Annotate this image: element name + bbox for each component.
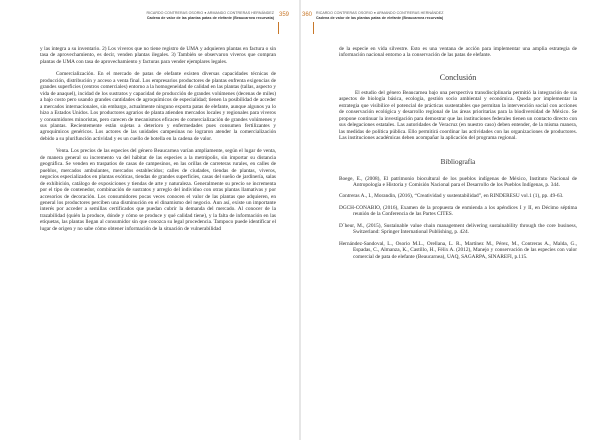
left-page bbox=[0, 0, 298, 440]
left-paragraph-comercializacion: Comercialización. En el mercado de patas de elefante existen diversas capacidades técnicas de producción, distribución y acceso a venta final. Los empresarios productores de plantas enfrenta exigencias de grandes superficies (centros comerciales) entorno a la homogeneidad de calidad en las plantas (tallas, aspecto y vida de anaquel), incidad de los sustratos y capacidad de producción de grandes volúmenes (decenas de miles) a bajo costo pero usando grandes cantidades de agroquímicos de especialidad; tienen la posibilidad de acceder a mercados internacionales, sin embargo, actualmente ninguno exporta patas de elefante, aunque algunos ya lo hizo a Estados Unidos. Los productores agrarios de planta atienden mercados locales y regionales para viveros y consumidores minoristas, pero carecen de mecanismos eficaces de comercialización de grandes volúmenes y sus plantas. Recientemente están sujetas a deterioro y enfermedades pues consumen fertilizantes y agroquímicos genéricos. Los actores de las unidades campesinas no lograron atender la comercialización debido a su plurifunción actividad y es un cuello de botella en la cadena de valor. bbox=[40, 71, 276, 142]
reference-item: Hernández-Sandoval, L., Osorio M.L., Orellana, L. R., Martínez M., Pérez, M., Contreras A., Malda, G., Espadas, C., Almanza, K., Castillo, H., Félix A. (2012), Manejo y conservación de las especies con valor comercial de pata de elefante (Beaucarnea), UAQ, SAGARPA, SINAREFI, p.115. bbox=[339, 240, 577, 260]
left-paragraph-venta: Venta. Los precios de las especies del género Beaucarnea varían ampliamente, según el lugar de venta, de manera general su incremento va del hábitat de las especies a la metrópolis, sin importar su distancia geográfica. Se venden en traspatios de casas de campesinos, en las orillas de carreteras rurales, en calles de pueblos, mercados ambulantes, mercados establecidos; calles de ciudades, tiendas de plantas, viveros, negocios especializados en plantas exóticas, tiendas de grandes superficies, casas del sueño de jardinería, salas de exhibición, catálogo de exposiciones y tiendas de arte y naturaleza. Generalmente su precio se incrementa por el tipo de contenedor, combinación de sustratos y arreglo del individuo con otras plantas llamativas y por accesorios de decoración. Los consumidores pocas veces conocen el valor de las plantas que adquieren, en general los productores perciben una disminución en el dinamismo del negocio. Aun así, existe un importante interés por acceder a semillas certificados que puedan cubrir la demanda del mercado. Al conocer de la trazabilidad (quién la produce, dónde y cómo se produce y qué calidad tiene), y la falta de información en las etiquetas, las plantas llegan al consumidor sin que conozca su legal procedencia. Tampoco puede identificar el lugar de origen y no sabe cómo obtener información de la situación de vulnerabilidad bbox=[40, 148, 276, 232]
left-paragraph-1: y las integra a su inventario. 2) Los viveros que no tiene registro de UMA y adquieren plantas en factura o sin tasa de aprovechamiento, es decir, venden plantas ilegales. 3) También se observaron viveros que compran plantas de UMA con tasa de aprovechamiento y facturas para vender ejemplares legales. bbox=[40, 46, 276, 65]
conclusion-heading: Conclusión bbox=[439, 72, 477, 82]
right-intro-paragraph: de la especie en vida silvestre. Esto es una ventana de acción para implementar una amplia estrategia de información nacional entorno a la conservación de las patas de elefante. bbox=[339, 46, 577, 59]
left-body-text bbox=[40, 46, 276, 232]
left-header-title: Cadena de valor de las plantas patas de elefante (Beaucarnea recurvata) bbox=[146, 16, 274, 20]
conclusion-paragraph: El estudio del género Beaucarnea bajo una perspectiva transdisciplinaria permitió la integración de sus aspectos de biología básica, ecología, gestión socio ambiental y económica. Queda por implementar la estrategia que visibilice el potencial de prácticas sustentables que permitan la intervención social con acciones de conservación ecológica y desarrollo regional de las áreas prioritarias para la biodiversidad de México. Se propone continuar la investigación para demostrar que las instituciones federales tienen un contacto directo con sus delegaciones estatales. Las autoridades de Veracruz (en nuestro caso) deben entender, de la misma manera, las medidas de política pública. Ello permitirá coordinar las actividades con las organizaciones de productores. Las instituciones académicas deben acompañar la aplicación del programa regional. bbox=[339, 89, 577, 142]
right-header-authors: RICARDO CONTRERAS OSORIO ● ARMANDO CONTRERAS HERNÁNDEZ bbox=[316, 11, 444, 15]
right-header-title: Cadena de valor de las plantas patas de elefante (Beaucarnea recurvata) bbox=[316, 16, 444, 20]
left-header-rule bbox=[278, 22, 279, 34]
right-header-rule bbox=[313, 22, 314, 34]
right-page-number: 360 bbox=[302, 12, 313, 18]
right-body-text bbox=[339, 46, 577, 265]
left-page-number: 359 bbox=[279, 12, 290, 18]
right-running-header bbox=[316, 11, 562, 21]
bibliography-heading: Bibliografía bbox=[440, 157, 476, 166]
reference-item: Contreras A., I., Morandin, (2016), “Creatividad y sustentabilidad”, en RINDERESU vol.1 (1), pp. 49-63. bbox=[339, 193, 564, 200]
page-gutter bbox=[299, 0, 301, 440]
left-header-authors: RICARDO CONTRERAS OSORIO ● ARMANDO CONTRERAS HERNÁNDEZ bbox=[146, 11, 274, 15]
right-page bbox=[302, 0, 600, 440]
reference-list bbox=[339, 176, 577, 261]
reference-item: Boege, E., (2008), El patrimonio biocultural de los pueblos indígenas de México, Instituto Nacional de Antropología e Historia y Comisión Nacional para el Desarrollo de los Pueblos Indígenas, p. 344. bbox=[339, 175, 577, 188]
left-running-header bbox=[28, 11, 274, 21]
reference-item: DGCH-CONABIO, (2016), Examen de la propuesta de enmienda a los apéndices I y II, en Décimo séptima reunión de la Conferencia de las Partes CITES. bbox=[339, 204, 577, 218]
reference-item: D´heur, M., (2015), Sustainable value chain management delivering sustainability through the core business, Switzerland: Springer International Publishing, p. 424. bbox=[339, 222, 577, 236]
